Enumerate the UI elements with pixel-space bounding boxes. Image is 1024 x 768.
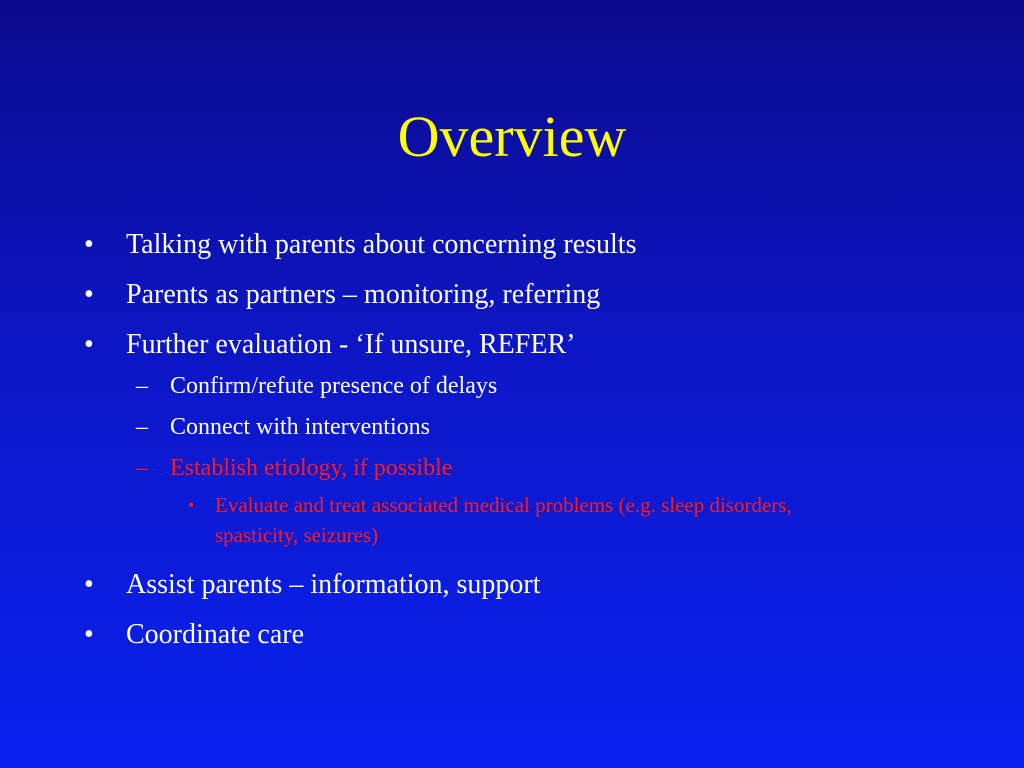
bullet-item — [84, 618, 984, 652]
bullet-text: Further evaluation - ‘If unsure, REFER’ — [126, 329, 576, 360]
bullet-item — [84, 278, 984, 312]
bullet-marker: • — [84, 569, 94, 600]
dash-marker: – — [136, 373, 148, 399]
bullet-item — [84, 228, 984, 262]
bullet-list — [84, 228, 984, 668]
sub-bullet-text: Connect with interventions — [170, 414, 430, 440]
bullet-text: Talking with parents about concerning results — [126, 229, 637, 260]
bullet-marker: • — [84, 619, 94, 650]
bullet-text: Coordinate care — [126, 619, 305, 650]
bullet-marker: • — [84, 329, 94, 360]
dash-marker: – — [136, 455, 148, 481]
bullet-item — [84, 568, 984, 602]
sub-sub-bullet-text: Evaluate and treat associated medical problems (e.g. sleep disorders, spasticity, seizures) — [215, 493, 792, 547]
bullet-marker: • — [188, 495, 195, 515]
dash-marker: – — [136, 414, 148, 440]
sub-bullet-item — [84, 372, 984, 400]
sub-bullet-text: Establish etiology, if possible — [170, 455, 453, 481]
slide-title: Overview — [397, 104, 627, 169]
bullet-text: Assist parents – information, support — [126, 569, 541, 600]
bullet-marker: • — [84, 279, 94, 310]
sub-bullet-item-highlighted — [84, 454, 984, 482]
bullet-item — [84, 328, 984, 362]
sub-bullet-text: Confirm/refute presence of delays — [170, 373, 498, 399]
sub-sub-bullet-item — [84, 490, 815, 550]
bullet-text: Parents as partners – monitoring, referring — [126, 279, 601, 310]
sub-bullet-item — [84, 413, 984, 441]
bullet-marker: • — [84, 229, 94, 260]
